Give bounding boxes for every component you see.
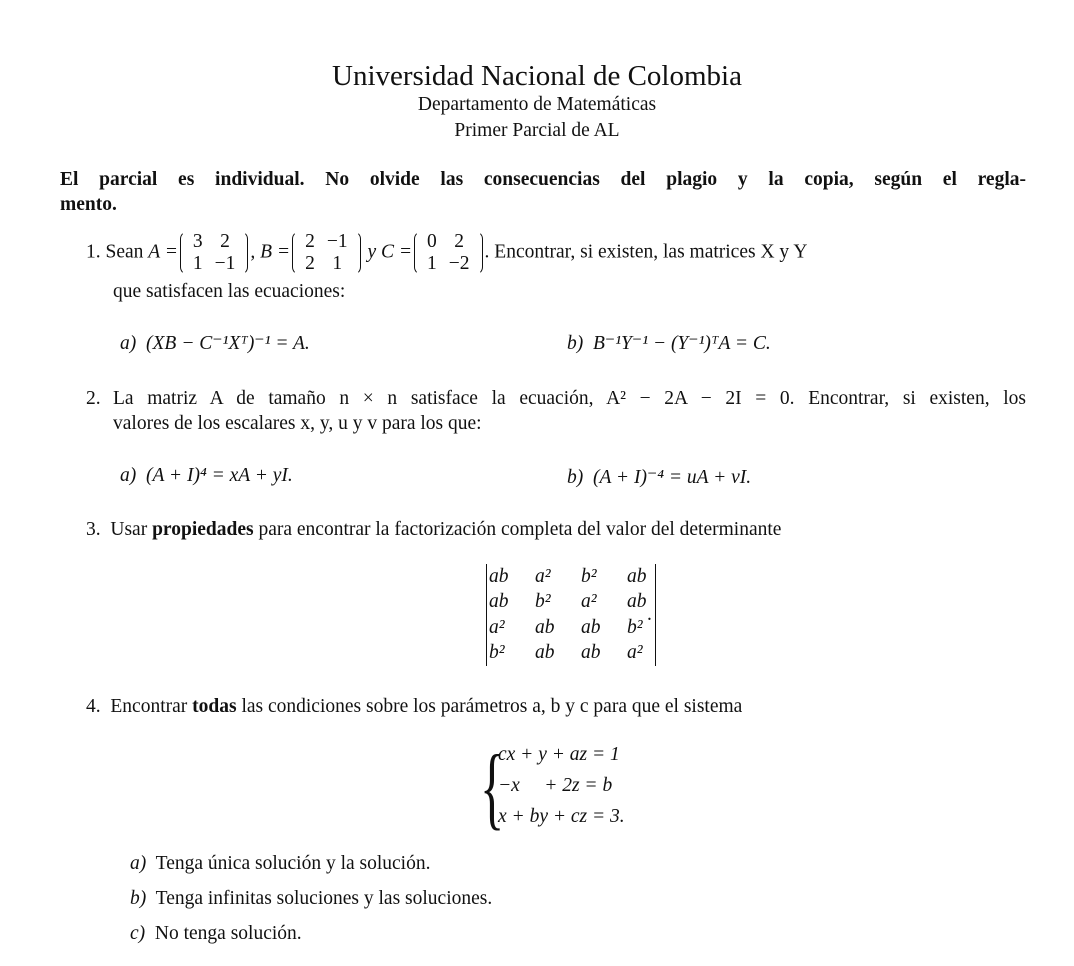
matrix-c-label: y C = — [367, 241, 413, 263]
left-brace-icon: { — [480, 736, 505, 838]
emphasis: todas — [192, 696, 237, 717]
problem-1-line2: que satisfacen las ecuaciones: — [113, 281, 346, 302]
problem-1-line1 — [86, 231, 807, 275]
department-subtitle: Departamento de Matemáticas — [417, 94, 657, 115]
determinant-period: . — [647, 604, 652, 625]
matrix-c: 0 2 1 −2 — [414, 231, 483, 275]
problem-number: 3. — [86, 519, 101, 540]
matrix-a-label: A = — [148, 241, 178, 263]
item-label: a) — [120, 333, 137, 354]
text: Sean — [105, 241, 144, 263]
equation: (XB − C⁻¹Xᵀ)⁻¹ = A. — [146, 333, 310, 354]
problem-2b — [567, 465, 751, 489]
problem-2-number: 2. — [86, 388, 101, 409]
item-label: a) — [120, 465, 137, 486]
matrix-b-label: , B = — [250, 241, 291, 263]
system-row: x + by + cz = 3. — [498, 806, 625, 827]
notice-line1: El parcial es individual. No olvide las consecuencias del plagio y la copia, según el regla- — [60, 169, 1026, 190]
item-label: b) — [567, 333, 584, 354]
text: . Encontrar, si existen, las matrices X y Y — [484, 241, 808, 263]
system-row: −x + 2z = b — [498, 775, 613, 796]
item-label: c) — [130, 923, 146, 944]
problem-4b: b) Tenga infinitas soluciones y las soluciones. — [130, 888, 493, 909]
problem-4-line1: 4. Encontrar todas las condiciones sobre los parámetros a, b y c para que el sistema — [86, 696, 743, 717]
problem-1b — [567, 331, 771, 355]
determinant: ab a² b² ab ab b² a² ab a² ab ab b² b² ab ab a² — [486, 564, 656, 666]
equation: B⁻¹Y⁻¹ − (Y⁻¹)ᵀA = C. — [593, 333, 771, 354]
problem-4a: a) Tenga única solución y la solución. — [130, 853, 431, 874]
equation: (A + I)⁴ = xA + yI. — [146, 465, 293, 486]
emphasis: propiedades — [152, 519, 254, 540]
item-label: a) — [130, 853, 147, 874]
problem-number: 4. — [86, 696, 101, 717]
notice-line2: mento. — [60, 194, 117, 215]
equation: (A + I)⁻⁴ = uA + vI. — [593, 467, 752, 488]
problem-2-line2: valores de los escalares x, y, u y v para los que: — [113, 413, 482, 434]
exam-subtitle: Primer Parcial de AL — [454, 120, 620, 141]
problem-2-line1: La matriz A de tamaño n × n satisface la ecuación, A² − 2A − 2I = 0. Encontrar, si existen, los — [113, 388, 1026, 409]
matrix-a: 3 2 1 −1 — [180, 231, 249, 275]
system-row: cx + y + az = 1 — [498, 744, 620, 765]
problem-4c: c) No tenga solución. — [130, 923, 302, 944]
university-title: Universidad Nacional de Colombia — [332, 60, 742, 92]
item-label: b) — [567, 467, 584, 488]
problem-3-line1: 3. Usar propiedades para encontrar la factorización completa del valor del determinante — [86, 519, 782, 540]
item-label: b) — [130, 888, 147, 909]
problem-number: 1. — [86, 241, 101, 263]
problem-1a — [120, 331, 310, 355]
matrix-b: 2 −1 2 1 — [292, 231, 361, 275]
problem-2a — [120, 465, 293, 487]
